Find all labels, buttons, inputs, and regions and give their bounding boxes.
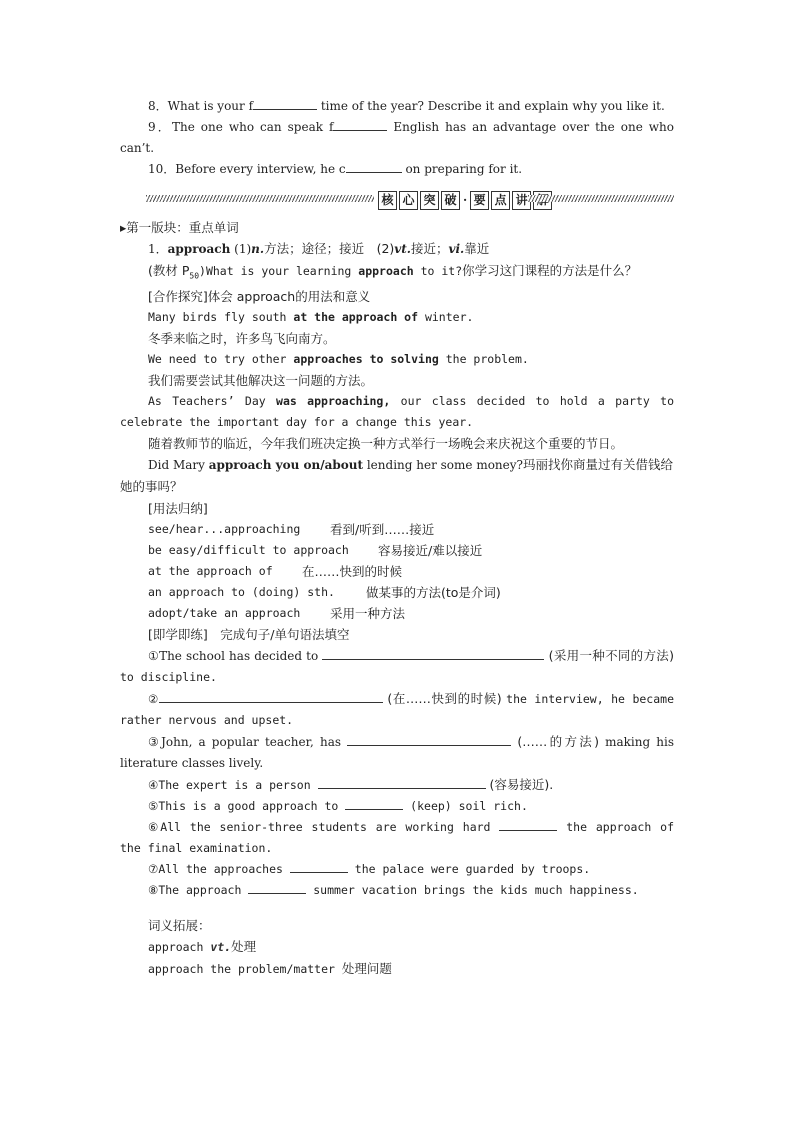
practice-item-2 — [120, 688, 674, 731]
answer-blank[interactable] — [159, 690, 383, 703]
example-keyword: was approaching, — [276, 394, 391, 409]
document-page — [120, 96, 674, 980]
answer-blank[interactable] — [248, 881, 306, 894]
word-number: 1． — [148, 242, 168, 256]
banner-char: 破 — [441, 191, 460, 210]
example-keyword: approaches to solving — [293, 352, 439, 367]
usage-item — [148, 540, 674, 561]
example-cn: 你学习这门课程的方法是什么？ — [462, 263, 638, 278]
exercise-10 — [120, 159, 674, 180]
section-banner — [120, 189, 674, 209]
page-subscript: 50 — [189, 271, 200, 281]
pos-label: vt. — [394, 242, 411, 256]
item-text: (keep) soil rich. — [403, 799, 528, 814]
extension-en: approach the problem/matter — [148, 962, 342, 977]
example-en: )What is your learning — [199, 264, 359, 278]
usage-item — [148, 603, 674, 624]
usage-list — [120, 519, 674, 624]
item-hint: (……的方法) — [511, 734, 599, 750]
item-text: The expert is a person — [158, 778, 318, 793]
answer-blank[interactable] — [346, 160, 402, 173]
textbook-example — [120, 260, 674, 286]
extension-cn: 处理问题 — [341, 961, 392, 977]
practice-item-1 — [120, 645, 674, 688]
item-text: All the senior-three students are working hard — [160, 820, 500, 835]
example-en: to it? — [413, 264, 463, 278]
example-en-line — [120, 391, 674, 433]
item-marker: ⑦ — [148, 862, 159, 877]
example-en-line — [120, 307, 674, 328]
extension-line — [120, 958, 674, 980]
item-marker: ⑤ — [148, 799, 159, 814]
exercise-number: 9． — [148, 120, 172, 134]
item-hint: (在……快到的时候) — [382, 691, 507, 707]
answer-blank[interactable] — [499, 818, 557, 831]
def-prefix: (1) — [230, 242, 252, 256]
exercise-text: time of the year? Describe it and explain why you like it. — [317, 99, 665, 113]
item-marker: ③ — [148, 735, 162, 750]
example-keyword: at the approach of — [293, 310, 419, 325]
usage-en: be easy/difficult to approach — [148, 543, 349, 558]
example-en: lending her some money? — [363, 458, 523, 473]
banner-char: 核 — [378, 191, 397, 210]
section-title: ▸第一版块：重点单词 — [120, 220, 239, 235]
definition: 接近； — [410, 241, 449, 256]
exercise-number: 10． — [148, 162, 176, 176]
usage-en: adopt/take an approach — [148, 606, 301, 621]
banner-char: 点 — [491, 191, 510, 210]
item-hint: (采用一种不同的方法) — [544, 648, 674, 664]
example-en: Many birds fly south — [148, 310, 294, 325]
answer-blank[interactable] — [253, 97, 317, 110]
answer-blank[interactable] — [318, 776, 486, 789]
usage-item — [148, 561, 674, 582]
exercise-text: The one who can speak f — [171, 120, 334, 134]
practice-item-7 — [120, 859, 674, 880]
practice-title: [即学即练] 完成句子/单句语法填空 — [148, 627, 350, 643]
word-heading — [120, 238, 674, 260]
item-text: the palace were guarded by troops. — [347, 862, 591, 877]
pos-label: n. — [251, 242, 265, 256]
example-cn-line: 我们需要尝试其他解决这一问题的方法。 — [148, 373, 374, 389]
example-en-line — [120, 349, 674, 370]
item-text: making his literature classes lively. — [120, 735, 674, 771]
exercise-text: What is your f — [167, 99, 254, 113]
practice-item-6 — [120, 817, 674, 859]
extension-title: 词义拓展： — [148, 918, 211, 934]
definition: 靠近 — [464, 241, 490, 256]
item-marker: ⑧ — [148, 883, 159, 898]
item-text: to discipline. — [120, 670, 217, 685]
usage-cn: 容易接近/难以接近 — [378, 543, 483, 559]
usage-en: see/hear...approaching — [148, 522, 301, 537]
headword: approach — [167, 242, 231, 256]
banner-char: 突 — [420, 191, 439, 210]
usage-title: [用法归纳] — [148, 501, 208, 517]
exercise-text: English has an advantage over the one who can’t. — [120, 120, 674, 155]
extension-line — [120, 936, 674, 958]
exercise-number: 8． — [148, 99, 168, 113]
item-marker: ① — [148, 649, 160, 664]
usage-cn: 在……快到的时候 — [302, 564, 403, 580]
usage-item — [148, 582, 674, 603]
usage-en: an approach to (doing) sth. — [148, 585, 335, 600]
item-text: All the approaches — [158, 862, 290, 877]
usage-en: at the approach of — [148, 564, 273, 579]
explore-title: [合作探究]体会 approach的用法和意义 — [148, 289, 371, 305]
example-mixed-line — [120, 454, 674, 498]
item-text: the approach of the final examination. — [120, 820, 674, 856]
practice-item-4 — [120, 774, 674, 796]
banner-hatch-left — [146, 195, 374, 202]
spacer — [120, 901, 674, 915]
item-text: The school has decided to — [159, 649, 323, 664]
banner-hatch-right — [528, 195, 674, 202]
answer-blank[interactable] — [333, 118, 387, 131]
banner-char: 要 — [470, 191, 489, 210]
item-marker: ② — [148, 692, 159, 707]
item-text: summer vacation brings the kids much happiness. — [306, 883, 639, 898]
textbook-source: (教材 P — [148, 263, 190, 278]
item-marker: ④ — [148, 778, 159, 793]
usage-cn: 采用一种方法 — [330, 606, 406, 622]
pos-label: vi. — [448, 242, 465, 256]
answer-blank[interactable] — [322, 647, 544, 660]
answer-blank[interactable] — [347, 733, 511, 746]
example-en: As Teachers’ Day — [148, 394, 277, 409]
definition: 方法；途径；接近 (2) — [264, 241, 395, 256]
practice-item-8 — [120, 880, 674, 901]
example-en: winter. — [418, 310, 474, 325]
exercise-text: on preparing for it. — [401, 162, 523, 176]
example-en: the problem. — [438, 352, 529, 367]
banner-char: 讲 — [512, 191, 531, 210]
example-cn-line: 随着教师节的临近，今年我们班决定换一种方式举行一场晚会来庆祝这个重要的节日。 — [148, 436, 624, 452]
usage-cn: 做某事的方法(to是介词) — [366, 585, 501, 601]
practice-item-3 — [120, 731, 674, 774]
practice-item-5 — [120, 796, 674, 817]
exercise-8 — [120, 96, 674, 117]
answer-blank[interactable] — [290, 860, 348, 873]
item-text: John, a popular teacher, has — [161, 735, 348, 750]
example-cn-line: 冬季来临之时，许多鸟飞向南方。 — [148, 331, 336, 347]
example-en: Did Mary — [148, 458, 209, 473]
example-en: our class decided to hold a party to celebrate the important day for a change this year. — [120, 394, 675, 430]
example-cn: 玛丽找你商量过有关借钱给她的事吗？ — [120, 457, 673, 495]
answer-blank[interactable] — [345, 797, 403, 810]
banner-separator: · — [463, 193, 468, 207]
banner-title — [378, 190, 552, 211]
item-marker: ⑥ — [148, 820, 161, 835]
item-hint: (容易接近). — [485, 777, 554, 793]
item-text: the interview, he became rather nervous and upset. — [120, 692, 674, 728]
banner-char: 心 — [399, 191, 418, 210]
extension-cn: 处理 — [231, 939, 257, 955]
extension-en: approach — [148, 940, 211, 955]
example-keyword: approach — [358, 264, 414, 278]
example-keyword: approach you on/about — [208, 458, 364, 473]
pos-label: vt. — [210, 940, 232, 955]
usage-item — [148, 519, 674, 540]
exercise-text: Before every interview, he c — [175, 162, 346, 176]
exercise-9 — [120, 117, 674, 159]
item-text: The approach — [158, 883, 249, 898]
item-text: This is a good approach to — [158, 799, 346, 814]
usage-cn: 看到/听到……接近 — [330, 522, 435, 538]
example-en: We need to try other — [148, 352, 294, 367]
